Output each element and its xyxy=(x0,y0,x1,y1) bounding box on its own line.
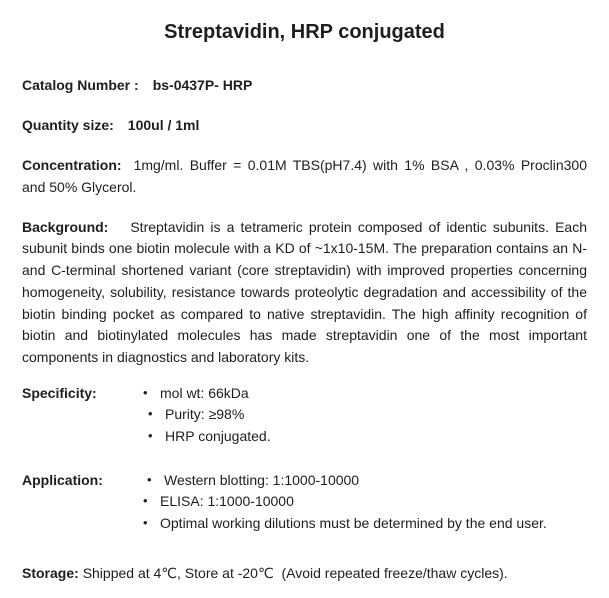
page-title: Streptavidin, HRP conjugated xyxy=(164,21,445,43)
quantity-size-row xyxy=(22,115,587,137)
specificity-item-text: Purity: ≥98% xyxy=(165,406,245,423)
application-item-text: Optimal working dilutions must be determined by the end user. xyxy=(160,515,547,531)
quantity-size-label: Quantity size: xyxy=(22,116,114,133)
concentration-text: 1mg/ml. Buffer = 0.01M TBS(pH7.4) with 1% BSA , 0.03% Proclin300 and 50% Glycerol. xyxy=(22,157,587,196)
bullet-icon: • xyxy=(148,406,153,422)
bullet-icon: • xyxy=(143,384,148,400)
specificity-section xyxy=(22,383,587,448)
bullet-icon: • xyxy=(143,515,148,530)
application-list xyxy=(143,470,587,535)
storage-label: Storage: xyxy=(22,564,79,581)
application-item-text: Western blotting: 1:1000-10000 xyxy=(164,471,360,488)
application-item-text: ELISA: 1:1000-10000 xyxy=(160,493,294,510)
specificity-label: Specificity: xyxy=(22,384,97,401)
bullet-icon: • xyxy=(148,427,153,443)
list-item xyxy=(143,491,587,513)
storage-text: Shipped at 4℃, Store at -20℃ (Avoid repeated freeze/thaw cycles). xyxy=(82,564,508,581)
background-text: Streptavidin is a tetrameric protein composed of identic subunits. Each subunit binds one biotin molecule with a KD of ~1x10-15M. The preparation contains an N- and C-terminal shortened variant (core streptavidin) with improved properties concerning homogeneity, solubility, resistance towards proteolytic degradation and accessibility of the biotin binding pocket as compared to native streptavidin. The high affinity recognition of biotin and biotinylated molecules has made streptavidin one of the most important components in diagnostics and laboratory kits. xyxy=(22,218,587,365)
background-paragraph xyxy=(22,217,587,369)
background-label: Background: xyxy=(22,218,109,235)
catalog-number-row xyxy=(22,75,587,97)
list-item xyxy=(143,426,587,448)
specificity-item-text: HRP conjugated. xyxy=(165,427,271,444)
application-label: Application: xyxy=(22,471,103,488)
quantity-size-value: 100ul / 1ml xyxy=(127,116,200,133)
list-item xyxy=(143,513,587,535)
bullet-icon: • xyxy=(143,493,148,509)
catalog-number-value: bs-0437P- HRP xyxy=(152,77,253,93)
list-item xyxy=(143,470,587,492)
concentration-label: Concentration: xyxy=(22,157,122,174)
catalog-number-label: Catalog Number : xyxy=(22,77,139,93)
specificity-item-text: mol wt: 66kDa xyxy=(160,384,249,401)
storage-paragraph xyxy=(22,563,587,585)
application-section xyxy=(22,470,587,535)
list-item xyxy=(143,404,587,426)
concentration-paragraph xyxy=(22,155,587,198)
bullet-icon: • xyxy=(147,471,152,487)
specificity-list xyxy=(143,383,587,448)
list-item xyxy=(143,383,587,405)
